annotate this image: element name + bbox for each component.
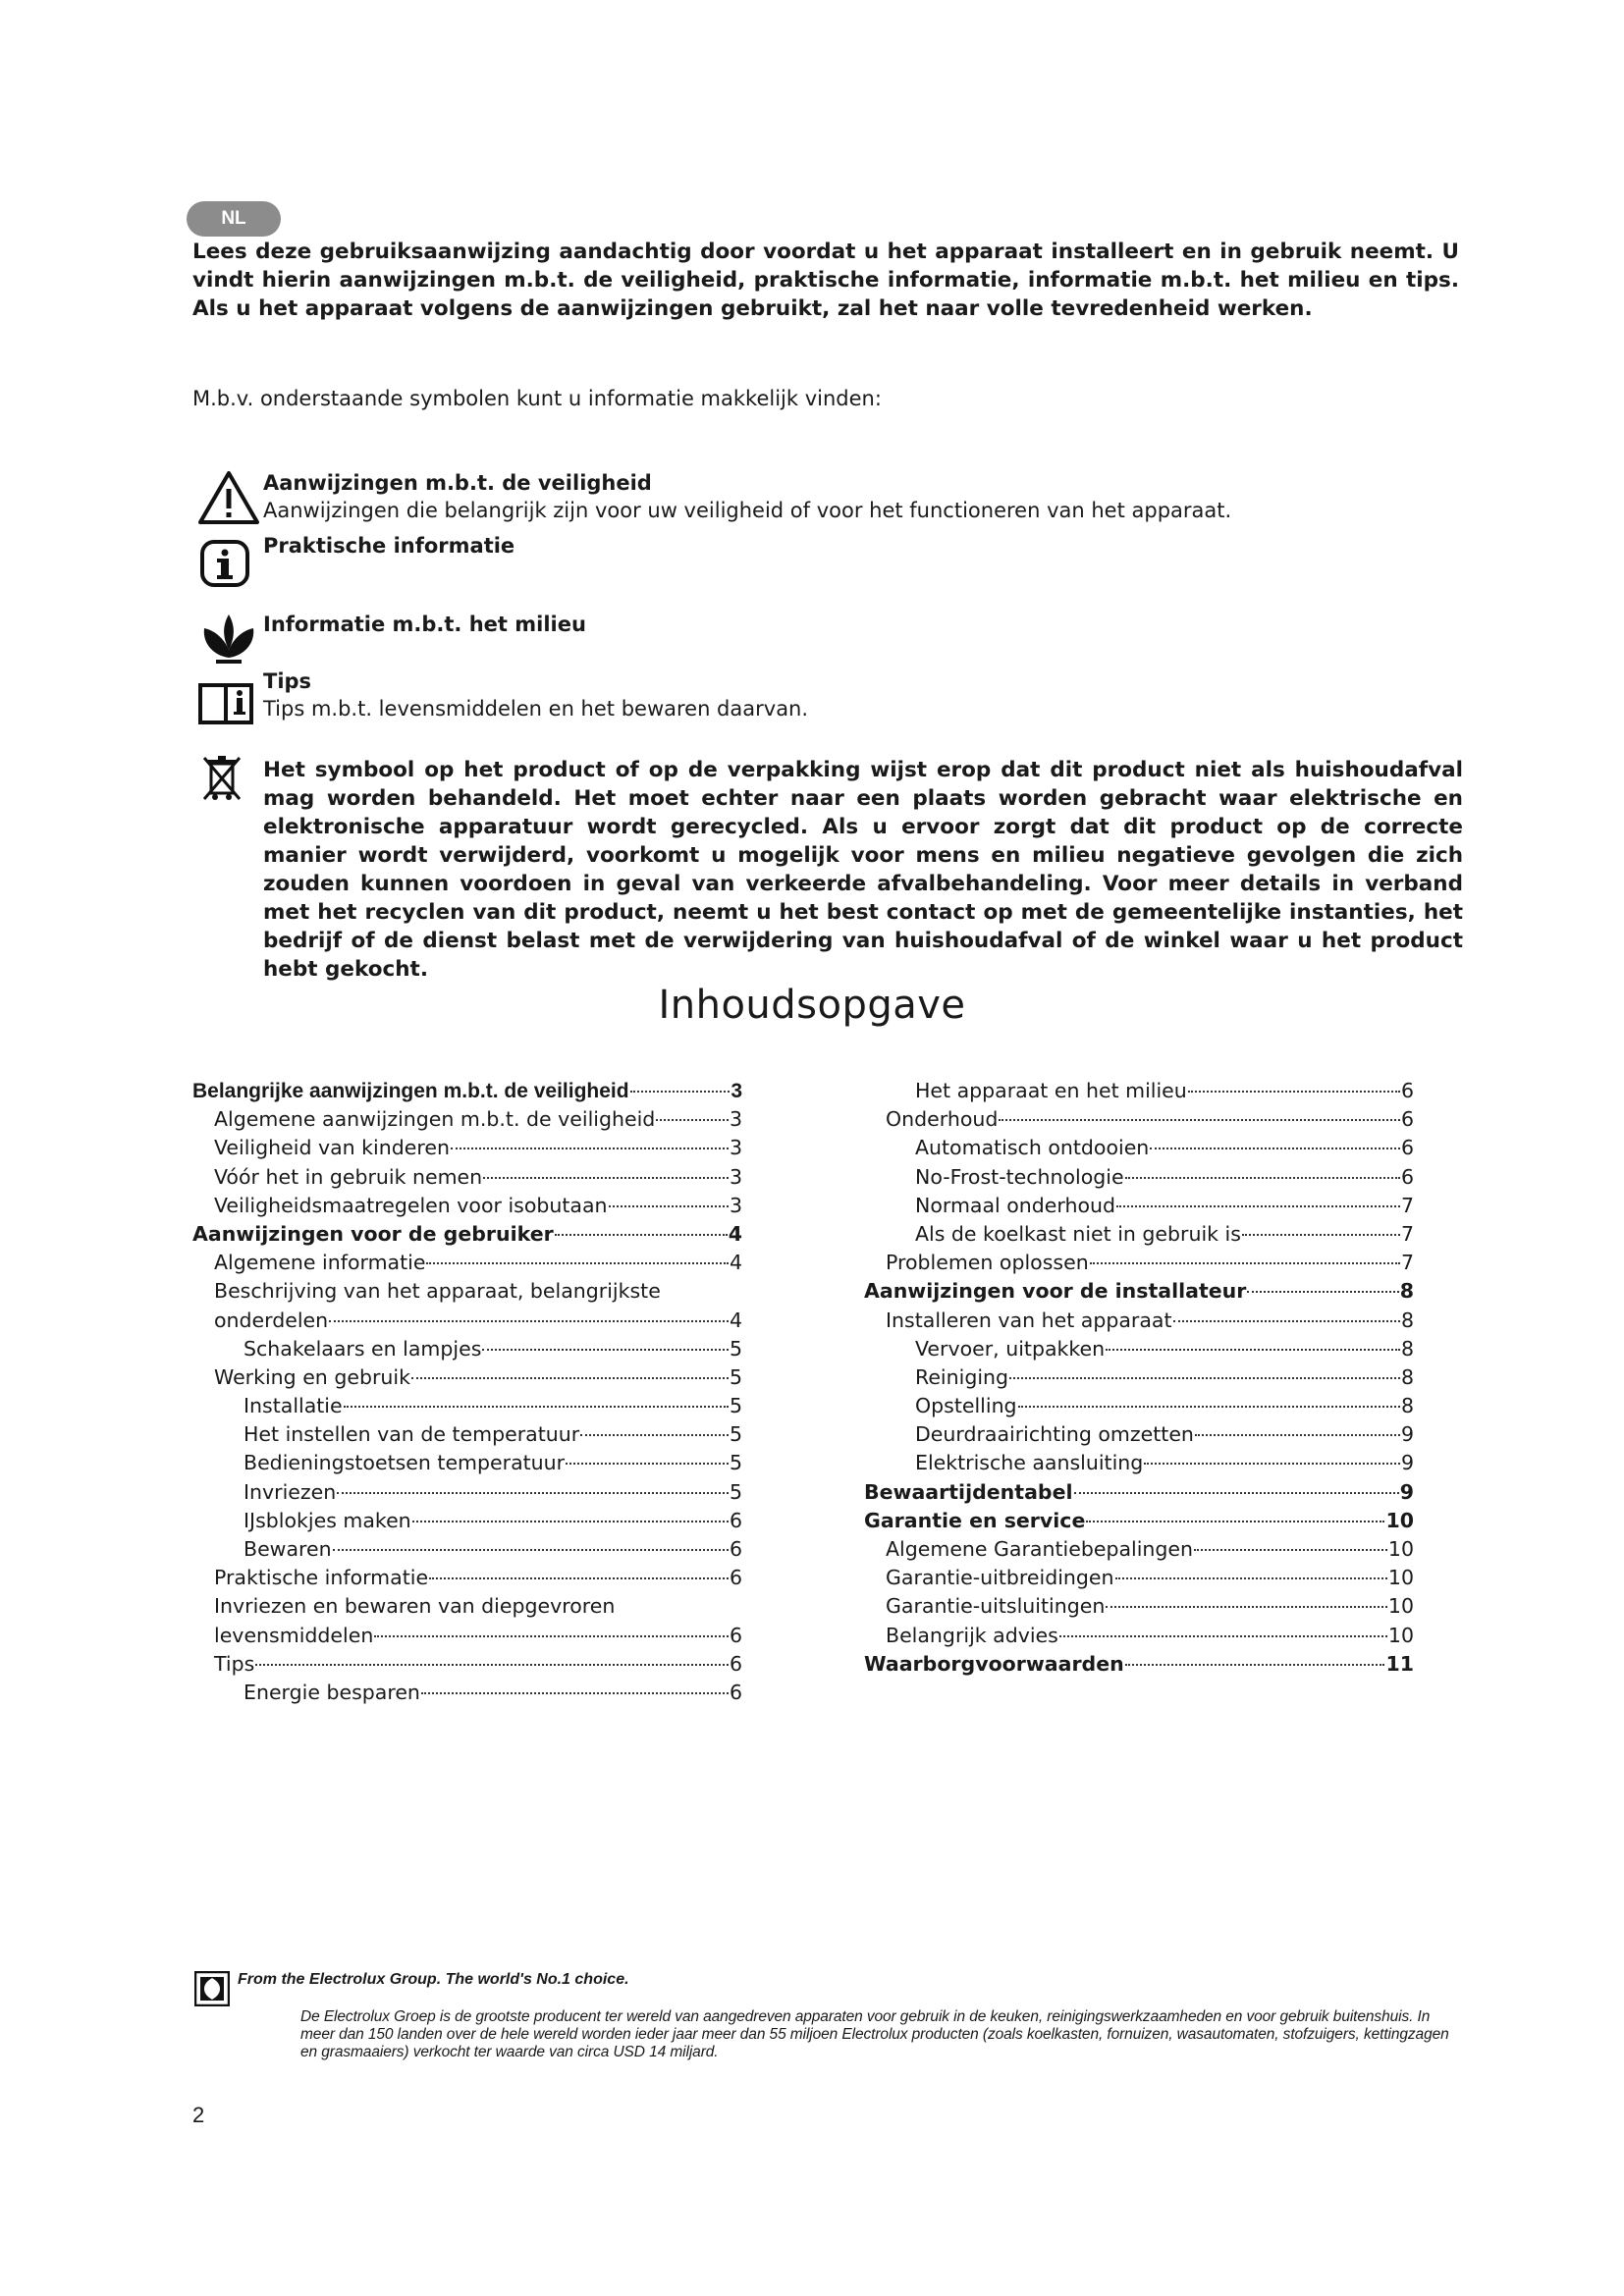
toc-entry[interactable] [192, 1249, 742, 1277]
toc-entry-label: Veiligheid van kinderen [214, 1136, 450, 1160]
toc-entry-page: 10 [1387, 1537, 1414, 1561]
warning-triangle-icon [196, 469, 261, 528]
toc-entry[interactable] [864, 1192, 1414, 1220]
toc-entry-page: 6 [729, 1566, 742, 1590]
toc-entry-page: 8 [1400, 1364, 1414, 1389]
toc-entry-page: 3 [729, 1136, 742, 1160]
toc-entry-label: Opstelling [915, 1394, 1017, 1418]
toc-dot-leader [1059, 1635, 1387, 1637]
toc-entry-label: IJsblokjes maken [244, 1508, 411, 1532]
toc-dot-leader [451, 1148, 729, 1149]
toc-entry-label: Schakelaars en lampjes [244, 1336, 482, 1361]
symbol-safety-text: Aanwijzingen die belangrijk zijn voor uw veiligheid of voor het functioneren van het apparaat. [263, 499, 1232, 522]
toc-dot-leader [482, 1349, 729, 1351]
toc-entry-page: 9 [1400, 1451, 1414, 1475]
toc-entry-page: 4 [728, 1221, 742, 1246]
toc-entry-label: Belangrijk advies [886, 1623, 1058, 1647]
footer-description: De Electrolux Groep is de grootste producent ter wereld van aangedreven apparaten voor gebruik in de keuken, reinigingswerkzaamheden en voor gebruik buitenshuis. In meer dan 150 landen over de hele wereld worden ieder jaar meer dan 55 miljoen Electrolux producten (zoals koelkasten, fornuizen, wasautomaten, stofzuigers, kettingzagen en grasmaaiers) verkocht ter waarde van circa USD 14 miljard. [300, 2008, 1449, 2060]
toc-entry-page: 3 [729, 1107, 742, 1132]
toc-entry-label: Vervoer, uitpakken [915, 1336, 1106, 1361]
toc-dot-leader [1195, 1434, 1400, 1436]
toc-dot-leader [411, 1377, 729, 1379]
toc-dot-leader [374, 1635, 729, 1637]
toc-entry-page: 10 [1387, 1566, 1414, 1590]
symbol-practical-title [263, 532, 514, 560]
toc-dot-leader [329, 1320, 729, 1322]
symbol-tips-title: Tips [263, 669, 312, 693]
toc-entry-label: Aanwijzingen voor de gebruiker [192, 1221, 554, 1246]
toc-dot-leader [1018, 1406, 1400, 1408]
toc-entry[interactable] [192, 1363, 742, 1392]
toc-entry-label: Installeren van het apparaat [886, 1308, 1172, 1332]
toc-entry-page: 5 [729, 1394, 742, 1418]
toc-entry[interactable] [192, 1420, 742, 1449]
weee-paragraph: Het symbool op het product of op de verpakking wijst erop dat dit product niet als huishoudafval mag worden behandeld. Het moet echter naar een plaats worden gebracht waar elektrische en elektronische apparatuur wordt gerecycled. Als u ervoor zorgt dat dit product op de correcte manier wordt verwijderd, voorkomt u mogelijk voor mens en milieu negatieve gevolgen die zich zouden kunnen voordoen in geval van verkeerde afvalbehandeling. Voor meer details in verband met het recyclen van dit product, neemt u het best contact op met de gemeentelijke instanties, het bedrijf of de dienst belast met de verwijdering van huishoudafval of de winkel waar u het product hebt gekocht. [263, 758, 1463, 982]
toc-dot-leader [580, 1434, 729, 1436]
toc-entry-page: 6 [1400, 1164, 1414, 1189]
toc-entry[interactable] [864, 1507, 1414, 1535]
toc-entry-label: Beschrijving van het apparaat, belangrijkste [214, 1279, 661, 1304]
toc-dot-leader [1106, 1349, 1400, 1351]
toc-dot-leader [656, 1119, 729, 1121]
toc-dot-leader [337, 1492, 729, 1494]
toc-entry[interactable] [192, 1163, 742, 1192]
toc-entry-page: 5 [729, 1479, 742, 1504]
toc-entry-label: Installatie [244, 1394, 343, 1418]
symbol-tips-text: Tips m.b.t. levensmiddelen en het bewaren daarvan. [263, 697, 809, 721]
toc-entry-label: Algemene informatie [214, 1251, 426, 1275]
symbols-lead: M.b.v. onderstaande symbolen kunt u informatie makkelijk vinden: [192, 387, 882, 410]
toc-dot-leader [1116, 1205, 1400, 1207]
toc-entry[interactable] [864, 1535, 1414, 1564]
toc-dot-leader [1125, 1177, 1400, 1179]
toc-entry-page: 6 [729, 1508, 742, 1532]
toc-entry-page: 10 [1387, 1623, 1414, 1647]
toc-entry[interactable] [192, 1679, 742, 1707]
toc-entry-page: 4 [729, 1251, 742, 1275]
toc-entry-page: 7 [1400, 1251, 1414, 1275]
toc-entry-label: Automatisch ontdooien [915, 1136, 1150, 1160]
toc-entry-label: Als de koelkast niet in gebruik is [915, 1221, 1241, 1246]
toc-dot-leader [333, 1549, 729, 1551]
toc-dot-leader [255, 1664, 729, 1666]
symbol-practical-label: Praktische informatie [263, 534, 515, 558]
toc-entry-page: 8 [1400, 1336, 1414, 1361]
toc-dot-leader [555, 1234, 728, 1236]
toc-entry[interactable] [192, 1535, 742, 1564]
toc-entry[interactable] [864, 1134, 1414, 1162]
toc-entry-label: Belangrijke aanwijzingen m.b.t. de veiligheid [192, 1080, 629, 1102]
toc-dot-leader [1115, 1577, 1387, 1579]
toc-dot-leader [999, 1119, 1400, 1121]
toc-entry-label: Bewaren [244, 1537, 332, 1561]
toc-title: Inhoudsopgave [658, 983, 966, 1028]
toc-entry[interactable] [192, 1622, 742, 1650]
toc-entry-label: Werking en gebruik [214, 1364, 410, 1389]
toc-dot-leader [412, 1521, 729, 1522]
toc-dot-leader [566, 1463, 729, 1465]
symbol-tips-block [263, 667, 808, 722]
toc-dot-leader [1074, 1492, 1399, 1494]
toc-entry-page: 3 [729, 1193, 742, 1217]
toc-dot-leader [1150, 1148, 1400, 1149]
toc-entry-page: 10 [1387, 1594, 1414, 1619]
toc-entry-label: Algemene aanwijzingen m.b.t. de veiligheid [214, 1107, 656, 1132]
toc-entry-page: 10 [1385, 1508, 1414, 1532]
toc-entry[interactable] [192, 1335, 742, 1363]
crossed-bin-icon [202, 754, 242, 803]
toc-entry[interactable] [864, 1307, 1414, 1335]
toc-entry[interactable] [192, 1592, 742, 1621]
toc-entry[interactable] [192, 1392, 742, 1420]
toc-entry-page: 5 [729, 1336, 742, 1361]
electrolux-logo-icon [194, 1971, 230, 2006]
toc-entry-label: Normaal onderhoud [915, 1193, 1116, 1217]
toc-dot-leader [609, 1205, 729, 1207]
toc-entry-label: Invriezen en bewaren van diepgevroren [214, 1594, 616, 1619]
toc-entry-label: Problemen oplossen [886, 1251, 1089, 1275]
toc-entry-page: 6 [729, 1651, 742, 1676]
toc-entry-page: 6 [1400, 1079, 1414, 1102]
toc-entry[interactable] [864, 1277, 1414, 1306]
toc-entry-page: 9 [1399, 1479, 1414, 1504]
toc-dot-leader [1247, 1291, 1398, 1293]
toc-entry-page: 6 [729, 1537, 742, 1561]
toc-entry-page: 8 [1399, 1279, 1414, 1304]
toc-dot-leader [1090, 1262, 1400, 1264]
toc-entry[interactable] [864, 1650, 1414, 1679]
leaf-icon [196, 609, 261, 667]
toc-entry[interactable] [864, 1564, 1414, 1592]
toc-entry-label: Bewaartijdentabel [864, 1479, 1073, 1504]
toc-entry[interactable] [864, 1592, 1414, 1621]
toc-entry-label: Reiniging [915, 1364, 1009, 1389]
toc-entry[interactable] [864, 1220, 1414, 1249]
toc-entry[interactable] [864, 1335, 1414, 1363]
toc-entry-page: 3 [729, 1164, 742, 1189]
toc-entry[interactable] [192, 1277, 742, 1306]
symbol-environment-label: Informatie m.b.t. het milieu [263, 613, 586, 636]
toc-entry-label: levensmiddelen [214, 1623, 374, 1647]
toc-entry[interactable] [864, 1392, 1414, 1420]
toc-entry-page: 5 [729, 1422, 742, 1447]
toc-entry[interactable] [192, 1449, 742, 1477]
toc-entry-label: Veiligheidsmaatregelen voor isobutaan [214, 1193, 608, 1217]
toc-dot-leader [1188, 1091, 1400, 1093]
toc-entry[interactable] [864, 1478, 1414, 1507]
toc-entry-page: 6 [1400, 1136, 1414, 1160]
toc-entry-page: 9 [1400, 1422, 1414, 1447]
toc-entry[interactable] [864, 1622, 1414, 1650]
toc-entry-label: Garantie en service [864, 1508, 1086, 1532]
toc-dot-leader [1009, 1377, 1400, 1379]
toc-entry-label: Garantie-uitbreidingen [886, 1566, 1114, 1590]
toc-entry[interactable] [864, 1105, 1414, 1134]
footer-slogan: From the Electrolux Group. The world's No.1 choice. [238, 1971, 629, 1988]
toc-entry[interactable] [192, 1105, 742, 1134]
toc-entry-page: 8 [1400, 1394, 1414, 1418]
toc-dot-leader [1106, 1606, 1387, 1608]
toc-dot-leader [429, 1577, 729, 1579]
language-badge: NL [187, 201, 281, 237]
toc-entry-label: Vóór het in gebruik nemen [214, 1164, 483, 1189]
toc-entry-page: 4 [729, 1308, 742, 1332]
toc-entry-label: Garantie-uitsluitingen [886, 1594, 1106, 1619]
toc-entry-label: Waarborgvoorwaarden [864, 1651, 1124, 1676]
toc-dot-leader [1086, 1521, 1384, 1522]
symbol-environment-title [263, 611, 586, 638]
toc-entry[interactable] [192, 1220, 742, 1249]
toc-dot-leader [1194, 1549, 1387, 1551]
toc-entry-label: Het instellen van de temperatuur [244, 1422, 580, 1447]
toc-dot-leader [483, 1177, 729, 1179]
toc-entry[interactable] [192, 1650, 742, 1679]
toc-entry[interactable] [864, 1163, 1414, 1192]
toc-entry-label: Tips [214, 1651, 255, 1676]
symbol-safety-block [263, 469, 1231, 524]
toc-entry-page: 7 [1400, 1221, 1414, 1246]
toc-entry-page: 7 [1400, 1193, 1414, 1217]
toc-entry[interactable] [864, 1449, 1414, 1477]
toc-entry-page: 6 [729, 1680, 742, 1704]
toc-entry-page: 5 [729, 1364, 742, 1389]
toc-entry-page: 8 [1400, 1308, 1414, 1332]
toc-entry[interactable] [192, 1307, 742, 1335]
toc-entry[interactable] [192, 1564, 742, 1592]
toc-entry[interactable] [864, 1363, 1414, 1392]
book-info-icon [196, 671, 261, 730]
toc-entry-label: Het apparaat en het milieu [915, 1079, 1187, 1102]
toc-entry-label: Invriezen [244, 1479, 337, 1504]
info-icon [196, 534, 261, 593]
toc-dot-leader [1144, 1463, 1400, 1465]
toc-entry[interactable] [864, 1420, 1414, 1449]
toc-entry[interactable] [192, 1478, 742, 1507]
toc-entry-page: 6 [1400, 1107, 1414, 1132]
toc-left-column [192, 1077, 742, 1707]
toc-dot-leader [1173, 1320, 1400, 1322]
toc-entry-label: Deurdraairichting omzetten [915, 1422, 1194, 1447]
toc-right-column [864, 1077, 1414, 1679]
symbol-safety-title: Aanwijzingen m.b.t. de veiligheid [263, 471, 652, 495]
toc-entry-label: Energie besparen [244, 1680, 420, 1704]
toc-dot-leader [1242, 1234, 1400, 1236]
toc-entry[interactable] [192, 1192, 742, 1220]
toc-entry-label: Algemene Garantiebepalingen [886, 1537, 1194, 1561]
toc-entry[interactable] [864, 1249, 1414, 1277]
toc-entry-label: No-Frost-technologie [915, 1164, 1124, 1189]
toc-entry-page: 11 [1385, 1651, 1414, 1676]
intro-paragraph: Lees deze gebruiksaanwijzing aandachtig door voordat u het apparaat installeert en in gebruik neemt. U vindt hierin aanwijzingen m.b.t. de veiligheid, praktische informatie, informatie m.b.t. het milieu en tips. Als u het apparaat volgens de aanwijzingen gebruikt, zal het naar volle tevredenheid werken. [192, 240, 1459, 321]
toc-entry-label: Onderhoud [886, 1107, 999, 1132]
toc-dot-leader [426, 1262, 729, 1264]
toc-dot-leader [630, 1091, 731, 1093]
toc-entry-page: 6 [729, 1623, 742, 1647]
toc-entry-label: Bedieningstoetsen temperatuur [244, 1451, 566, 1475]
toc-dot-leader [1125, 1664, 1385, 1666]
toc-entry[interactable] [192, 1077, 742, 1105]
toc-entry-label: onderdelen [214, 1308, 329, 1332]
toc-entry[interactable] [192, 1134, 742, 1162]
toc-entry-page: 5 [729, 1451, 742, 1475]
toc-entry-page: 3 [731, 1080, 742, 1102]
toc-entry[interactable] [864, 1077, 1414, 1105]
page-number: 2 [192, 2103, 205, 2127]
toc-entry-label: Aanwijzingen voor de installateur [864, 1279, 1247, 1304]
toc-entry[interactable] [192, 1507, 742, 1535]
toc-entry-label: Praktische informatie [214, 1566, 429, 1590]
toc-dot-leader [344, 1406, 729, 1408]
toc-dot-leader [421, 1692, 729, 1694]
toc-entry-label: Elektrische aansluiting [915, 1451, 1144, 1475]
